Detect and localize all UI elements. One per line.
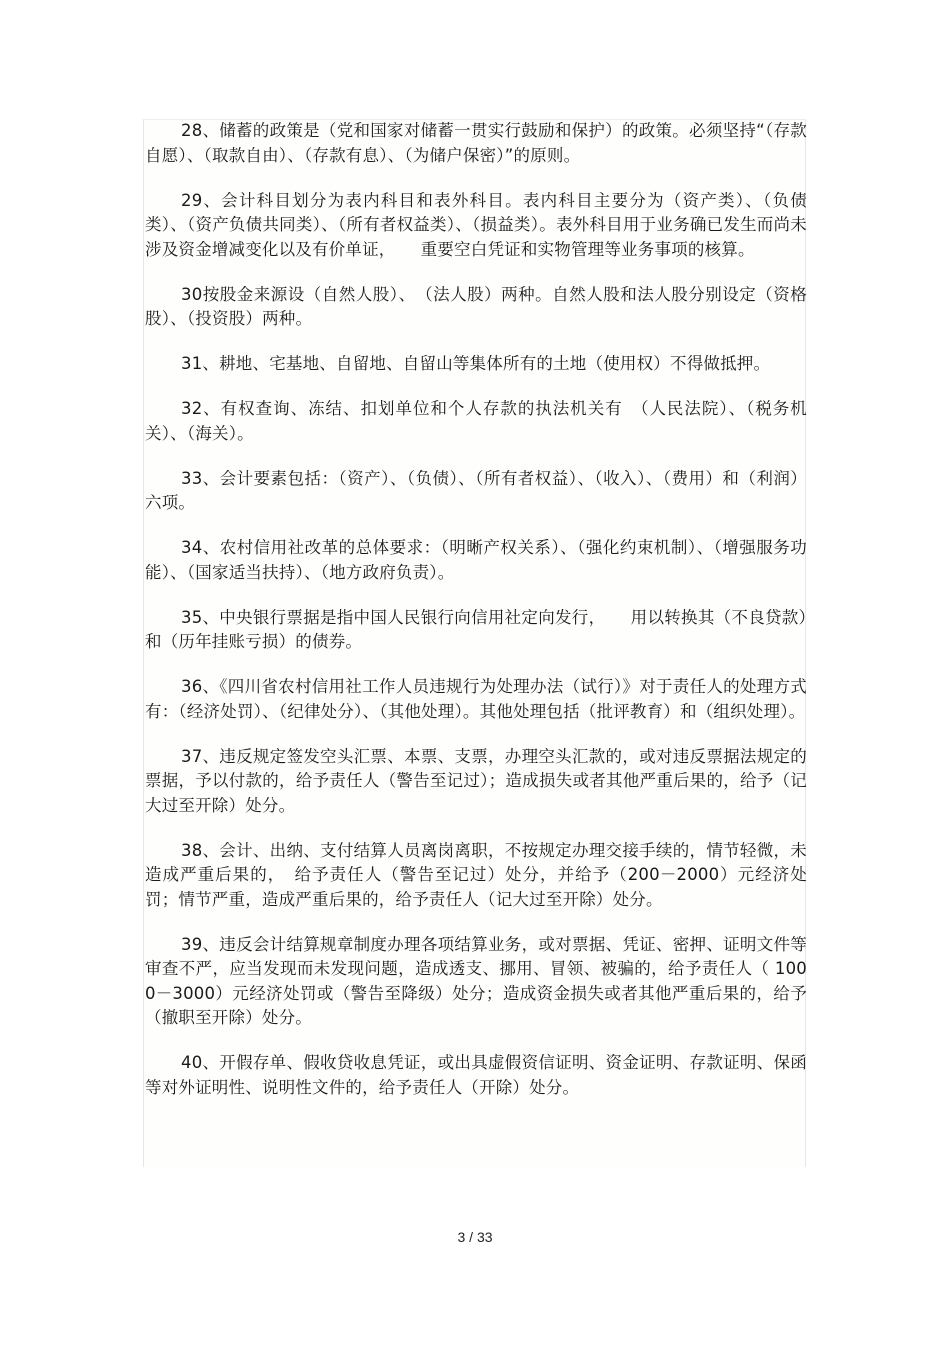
paragraph-31: 31、耕地、宅基地、自留地、自留山等集体所有的土地（使用权）不得做抵押。: [181, 354, 771, 373]
paragraph-33: 33、会计要素包括：（资产）、（负债）、（所有者权益）、（收入）、（费用）和（利润）六项。: [145, 468, 807, 512]
paragraph-40: 40、开假存单、假收贷收息凭证，或出具虚假资信证明、资金证明、存款证明、保函等对外证明性、说明性文件的，给予责任人（开除）处分。: [145, 1053, 807, 1097]
page-number: 3 / 33: [457, 1229, 493, 1245]
paragraph-37: 37、违反规定签发空头汇票、本票、支票，办理空头汇款的，或对违反票据法规定的票据，予以付款的，给予责任人（警告至记过）；造成损失或者其他严重后果的，给予（记大过至开除）处分。: [145, 746, 807, 815]
paragraph-29: 29、会计科目划分为表内科目和表外科目。表内科目主要分为（资产类）、（负债类）、（资产负债共同类）、（所有者权益类）、（损益类）。表外科目用于业务确已发生而尚未涉及资金增减变化以及有价单证， 重要空白凭证和实物管理等业务事项的核算。: [145, 190, 807, 259]
document-body: [145, 119, 807, 1100]
paragraph-32: 32、有权查询、冻结、扣划单位和个人存款的执法机关有 （人民法院）、（税务机关）、（海关）。: [145, 399, 807, 443]
paragraph-38: 38、会计、出纳、支付结算人员离岗离职，不按规定办理交接手续的，情节轻微，未造成严重后果的， 给予责任人（警告至记过）处分，并给予（200－2000）元经济处罚；情节严重，造成严重后果的，给予责任人（记大过至开除）处分。: [145, 840, 807, 909]
paragraph-28: 28、储蓄的政策是（党和国家对储蓄一贯实行鼓励和保护）的政策。必须坚持“（存款自愿）、（取款自由）、（存款有息）、（为储户保密）”的原则。: [145, 121, 807, 165]
paragraph-36: 36、《四川省农村信用社工作人员违规行为处理办法（试行）》对于责任人的处理方式有：（经济处罚）、（纪律处分）、（其他处理）。其他处理包括（批评教育）和（组织处理）。: [145, 677, 807, 721]
paragraph-39: 39、违反会计结算规章制度办理各项结算业务，或对票据、凭证、密押、证明文件等审查不严，应当发现而未发现问题，造成透支、挪用、冒领、被骗的，给予责任人（ 1000－3000）元经济处罚或（警告至降级）处分；造成资金损失或者其他严重后果的，给予（撤职至开除）处分。: [145, 934, 807, 1027]
paragraph-30: 30按股金来源设（自然人股）、 （法人股）两种。自然人股和法人股分别设定（资格股）、（投资股）两种。: [145, 284, 807, 328]
paragraph-35: 35、中央银行票据是指中国人民银行向信用社定向发行， 用以转换其（不良贷款）和（历年挂账亏损）的债券。: [145, 607, 807, 651]
paragraph-34: 34、农村信用社改革的总体要求：（明晰产权关系）、（强化约束机制）、（增强服务功能）、（国家适当扶持）、（地方政府负责）。: [145, 538, 807, 582]
